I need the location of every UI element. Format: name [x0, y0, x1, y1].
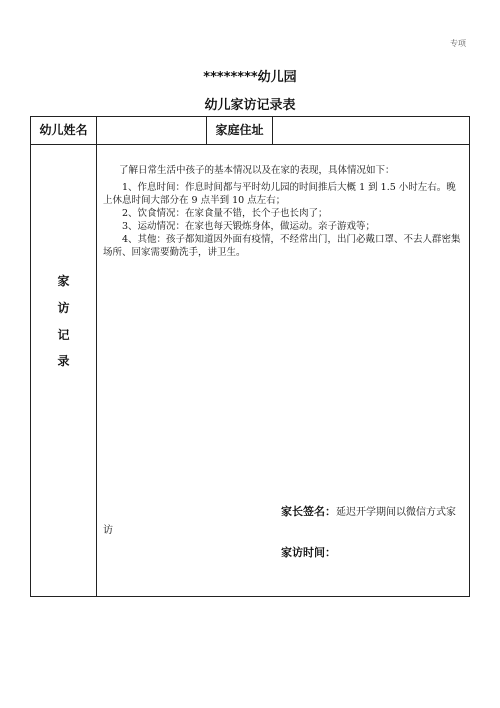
record-item: 3、运动情况：在家也每天锻炼身体，做运动。亲子游戏等；	[122, 221, 376, 232]
parent-signature-wrap: 访	[103, 525, 113, 536]
section-label-char: 录	[57, 354, 70, 368]
visit-time-label: 家访时间：	[281, 546, 336, 559]
section-label-char: 记	[57, 328, 70, 342]
visit-record-table	[30, 116, 470, 597]
section-label-char: 访	[57, 301, 70, 315]
child-name-label: 幼儿姓名	[39, 123, 88, 137]
record-item: 1、作息时间：作息时间都与平时幼儿园的时间推后大概 1 到 1.5 小时左右。晚上休息时间大部分在 9 点半到 10 点左右；	[103, 182, 456, 206]
record-items	[103, 181, 465, 259]
parent-signature-value: 延迟开学期间以微信方式家	[336, 507, 456, 518]
address-field[interactable]	[273, 117, 469, 144]
school-name: ********幼儿园	[203, 70, 297, 85]
form-title: 幼儿家访记录表	[204, 98, 296, 113]
info-row	[31, 117, 469, 145]
parent-signature	[281, 505, 467, 519]
section-label-column	[31, 144, 97, 596]
record-intro: 了解日常生活中孩子的基本情况以及在家的表现，具体情况如下：	[119, 165, 395, 176]
record-item: 4、其他：孩子都知道因外面有疫情，不经常出门，出门必戴口罩、不去人群密集场所、回家需要勤洗手，讲卫生。	[103, 234, 461, 258]
section-label-char: 家	[57, 274, 70, 288]
address-label: 家庭住址	[215, 123, 264, 137]
record-item: 2、饮食情况：在家食量不错，长个子也长肉了；	[122, 208, 328, 219]
address-label-cell	[207, 117, 273, 144]
child-name-field[interactable]	[97, 117, 207, 144]
child-name-label-cell	[31, 117, 97, 144]
header-tag: 专项	[450, 39, 466, 48]
parent-signature-label: 家长签名：	[281, 505, 336, 518]
record-content	[97, 144, 469, 596]
